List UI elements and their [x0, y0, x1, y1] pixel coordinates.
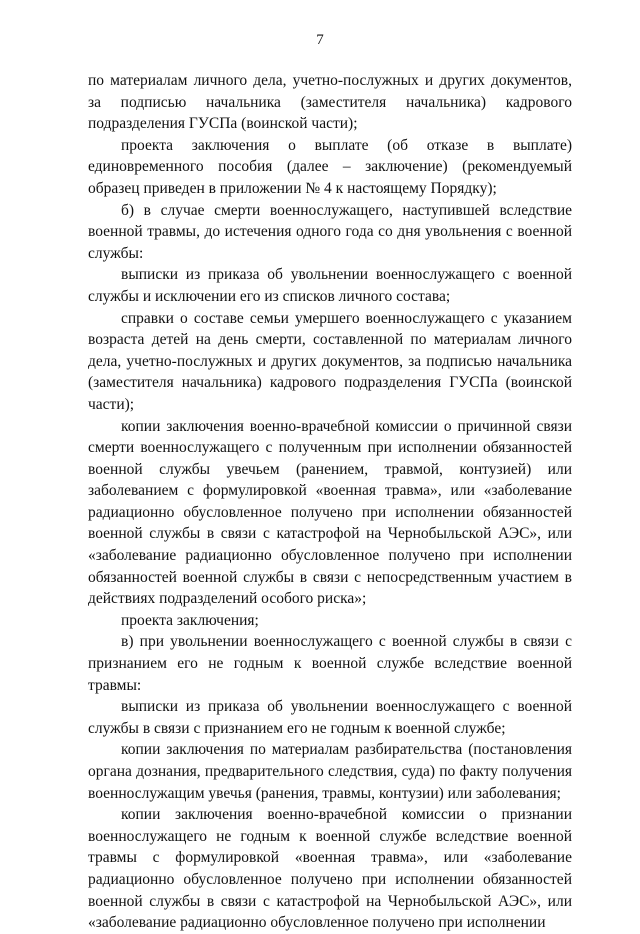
- paragraph: выписки из приказа об увольнении военнослужащего с военной службы и исключении его из списков личного состава;: [88, 266, 572, 305]
- page-number: 7: [316, 32, 324, 48]
- paragraph: справки о составе семьи умершего военнослужащего с указанием возраста детей на день смерти, составленной по материалам личного дела, учетно-послужных и других документов, за подписью начальника (заместителя начальника) кадрового подразделения ГУСПа (воинской части);: [88, 309, 572, 413]
- paragraph: выписки из приказа об увольнении военнослужащего с военной службы в связи с признанием его не годным к военной службе;: [88, 698, 572, 737]
- document-body: [88, 70, 572, 934]
- paragraph: копии заключения военно-врачебной комиссии о признании военнослужащего не годным к военной службе вследствие военной травмы с формулировкой «военная травма», или «заболевание радиационно обусловленное получено при исполнении обязанностей военной службы в связи с катастрофой на Чернобыльской АЭС», или «заболевание радиационно обусловленное получено при исполнении: [88, 806, 572, 932]
- paragraph: копии заключения по материалам разбирательства (постановления органа дознания, предварительного следствия, суда) по факту получения военнослужащим увечья (ранения, травмы, контузии) или заболевания;: [88, 741, 572, 802]
- paragraph: проекта заключения;: [121, 611, 259, 629]
- paragraph: по материалам личного дела, учетно-послужных и других документов, за подписью начальника (заместителя начальника) кадрового подразделения ГУСПа (воинской части);: [88, 72, 572, 133]
- paragraph: в) при увольнении военнослужащего с военной службы в связи с признанием его не годным к военной службе вследствие военной травмы:: [88, 633, 572, 694]
- paragraph: копии заключения военно-врачебной комиссии о причинной связи смерти военнослужащего с полученным при исполнении обязанностей военной службы увечьем (ранением, травмой, контузией) или заболеванием с формулировкой «военная травма», или «заболевание радиационно обусловленное получено при исполнении обязанностей военной службы в связи с катастрофой на Чернобыльской АЭС», или «заболевание радиационно обусловленное получено при исполнении обязанностей военной службы в связи с непосредственным участием в действиях подразделений особого риска»;: [88, 417, 572, 608]
- paragraph: б) в случае смерти военнослужащего, наступившей вследствие военной травмы, до истечения одного года со дня увольнения с военной службы:: [88, 201, 572, 262]
- paragraph: проекта заключения о выплате (об отказе в выплате) единовременного пособия (далее – заключение) (рекомендуемый образец приведен в приложении № 4 к настоящему Порядку);: [88, 136, 572, 197]
